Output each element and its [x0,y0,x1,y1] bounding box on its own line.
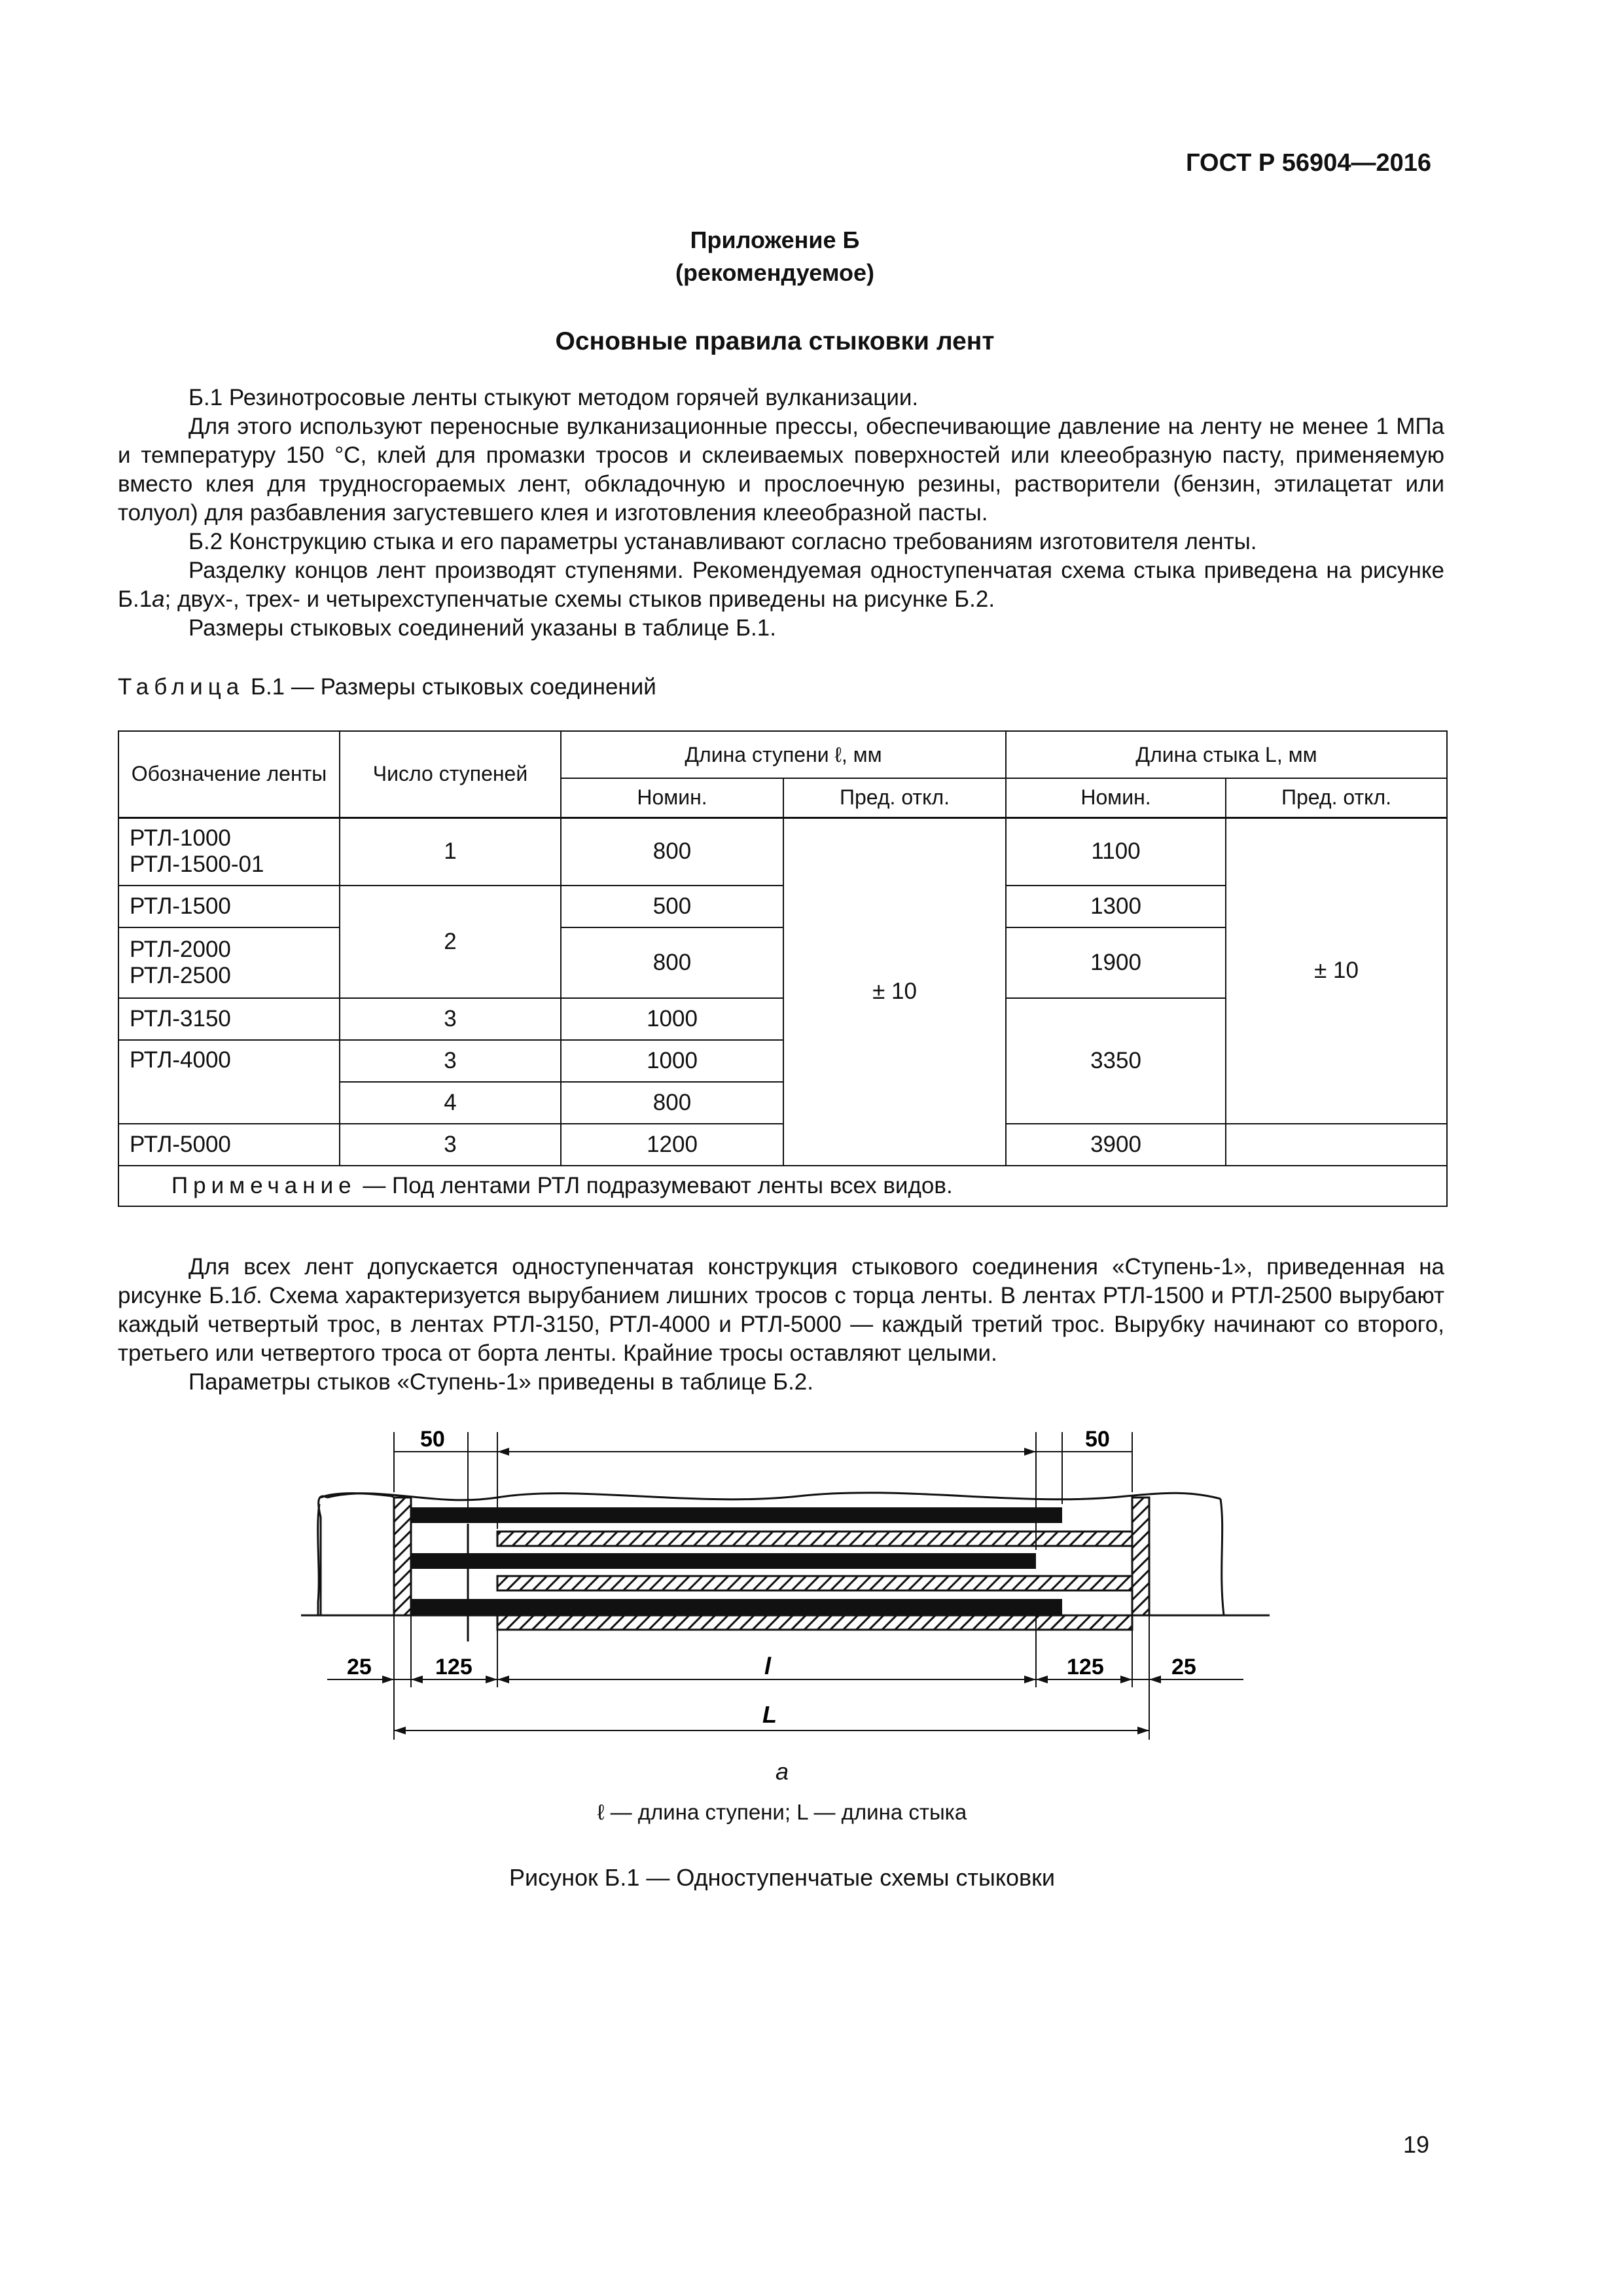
cell-step-nominal: 1000 [561,998,783,1040]
splice-diagram [301,1419,1270,1759]
cell-steps: 3 [340,998,561,1040]
belt-left-edge [318,1504,319,1615]
header-step-length: Длина ступени ℓ, мм [561,731,1006,778]
paragraph-steps: Разделку концов лент производят ступенями. Рекомендуемая одноступенчатая схема стыка приведена на рисунке Б.1а; двух-, трех- и четырехступенчатые схемы стыков приведены на рисунке Б.2. [118,558,1444,612]
document-code: ГОСТ Р 56904—2016 [1186,149,1431,177]
belt-top-edge [327,1493,1221,1500]
cell-step-tolerance: ± 10 [783,817,1006,1166]
header-joint-deviation: Пред. откл. [1226,778,1447,817]
paragraph-step1-params: Параметры стыков «Ступень-1» приведены в таблице Б.2. [188,1369,813,1395]
cable-black [411,1507,1062,1523]
cell-step-nominal: 500 [561,886,783,927]
dim-bottom-left-125: 125 [435,1655,473,1679]
cell-designation: РТЛ-1500 [118,886,340,927]
table-note: Примечание — Под лентами РТЛ подразумевают ленты всех видов. [118,1166,1447,1206]
paragraph-table-ref: Размеры стыковых соединений указаны в таблице Б.1. [188,615,776,641]
table-row [118,1124,1447,1166]
right-end-block [1132,1498,1149,1615]
cell-steps: 1 [340,817,561,886]
body-text-bottom [118,1253,1444,1397]
dim-bottom-right-25: 25 [1171,1655,1196,1679]
table-caption [118,674,656,700]
paragraph-equipment: Для этого используют переносные вулканизационные прессы, обеспечивающие давление на ленту не менее 1 МПа и температуру 150 °С, клей для промазки тросов и склеиваемых поверхностей или клееобразную пасту, применяемую вместо клея для трудносгораемых лент, обкладочную и прослоечную резины, растворители (бензин, этилацетат или толуол) для разбавления загустевшего клея и изготовления клееобразной пасты. [118,414,1444,526]
paragraph-step1: Для всех лент допускается одноступенчатая конструкция стыкового соединения «Ступень-1», приведенная на рисунке Б.1б. Схема характеризуется вырубанием лишних тросов с торца ленты. В лентах РТЛ-1500 и РТЛ-2500 вырубают каждый четвертый трос, в лентах РТЛ-3150, РТЛ-4000 и РТЛ-5000 — каждый третий трос. Вырубку начинают со второго, третьего или четвертого троса от борта ленты. Крайние тросы оставляют целыми. [118,1254,1444,1366]
dim-bottom-right-125: 125 [1067,1655,1104,1679]
page-number: 19 [1402,2131,1429,2158]
header-steps: Число ступеней [340,731,561,817]
dim-bottom-left-25: 25 [347,1655,372,1679]
dim-joint-length: L [762,1701,777,1728]
joint-dimensions-table [118,730,1448,1207]
figure-letter: а [775,1758,789,1785]
cell-joint-tolerance: ± 10 [1226,817,1447,1124]
cell-steps: 4 [340,1082,561,1124]
cell-steps: 3 [340,1040,561,1082]
cell-joint-nominal: 3350 [1006,998,1226,1124]
header-step-deviation: Пред. откл. [783,778,1006,817]
cable-hatched [497,1615,1132,1630]
cell-designation: РТЛ-5000 [118,1124,340,1166]
belt-right-edge [1221,1499,1224,1615]
paragraph-b2: Б.2 Конструкцию стыка и его параметры устанавливают согласно требованиям изготовителя ленты. [188,529,1257,554]
cell-joint-nominal: 1900 [1006,927,1226,998]
figure-legend: ℓ — длина ступени; L — длина стыка [597,1800,967,1824]
header-designation: Обозначение ленты [118,731,340,817]
cell-step-nominal: 800 [561,927,783,998]
dim-bottom-step-length: l [764,1653,772,1679]
dim-top-left: 50 [420,1427,445,1452]
appendix-status: (рекомендуемое) [675,259,874,286]
cable-hatched [497,1532,1132,1546]
cell-steps: 3 [340,1124,561,1166]
cell-step-nominal: 800 [561,1082,783,1124]
body-text-top [118,384,1444,643]
cell-designation: РТЛ-2000 РТЛ-2500 [118,927,340,998]
cell-step-nominal: 1000 [561,1040,783,1082]
cell-empty [1226,1124,1447,1166]
table-note-row [118,1166,1447,1206]
cell-designation: РТЛ-3150 [118,998,340,1040]
table-caption-prefix: Таблица [118,674,245,700]
paragraph-b1: Б.1 Резинотросовые ленты стыкуют методом горячей вулканизации. [188,385,919,410]
header-joint-length: Длина стыка L, мм [1006,731,1447,778]
cable-black [411,1553,1036,1569]
table-caption-text: Б.1 — Размеры стыковых соединений [250,674,656,700]
table-row [118,817,1447,886]
left-end-block [394,1498,411,1615]
header-joint-nominal: Номин. [1006,778,1226,817]
cell-joint-nominal: 3900 [1006,1124,1226,1166]
section-title: Основные правила стыковки лент [555,327,995,355]
cable-black [411,1599,1062,1615]
header-step-nominal: Номин. [561,778,783,817]
cell-step-nominal: 800 [561,817,783,886]
cell-step-nominal: 1200 [561,1124,783,1166]
cell-joint-nominal: 1300 [1006,886,1226,927]
cell-joint-nominal: 1100 [1006,817,1226,886]
appendix-title: Приложение Б [690,226,860,253]
figure-caption: Рисунок Б.1 — Одноступенчатые схемы стыковки [509,1864,1055,1891]
dim-top-right: 50 [1085,1427,1110,1452]
cable-hatched [497,1576,1132,1590]
cell-designation: РТЛ-4000 [118,1040,340,1124]
cell-designation: РТЛ-1000 РТЛ-1500-01 [118,817,340,886]
cell-steps: 2 [340,886,561,998]
